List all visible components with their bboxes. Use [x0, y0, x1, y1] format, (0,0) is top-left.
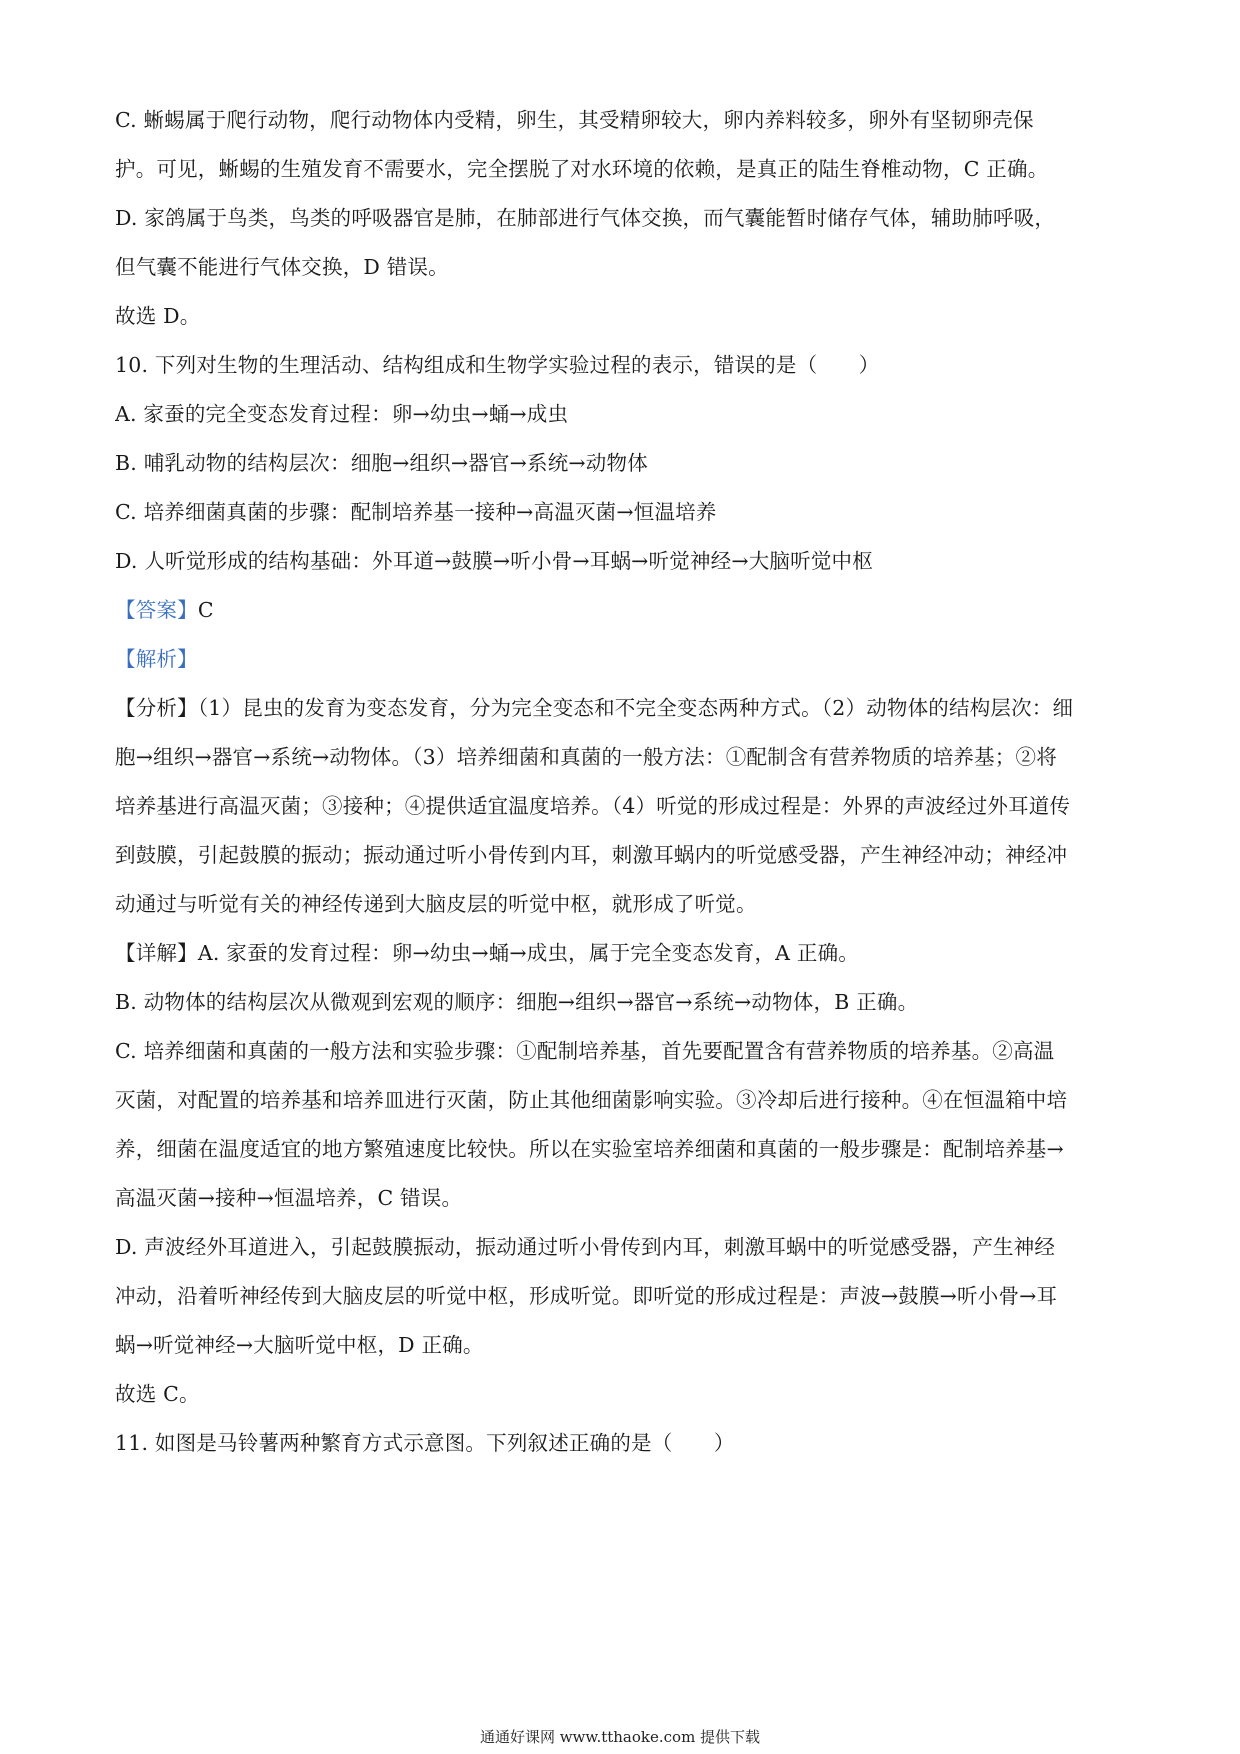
- xiangjie-tag: 【详解】: [115, 941, 198, 965]
- q10-answer: [115, 586, 1125, 635]
- q10-xiangjie-c-line-2: 灭菌，对配置的培养基和培养皿进行灭菌，防止其他细菌影响实验。③冷却后进行接种。④在恒温箱中培: [115, 1088, 1068, 1112]
- q10-option-d: D. 人听觉形成的结构基础：外耳道→鼓膜→听小骨→耳蜗→听觉神经→大脑听觉中枢: [115, 549, 873, 573]
- answer-value: C: [197, 598, 214, 622]
- q11-stem: 11. 如图是马铃薯两种繁育方式示意图。下列叙述正确的是（ ）: [115, 1431, 735, 1455]
- xiangjie-a-text: A. 家蚕的发育过程：卵→幼虫→蛹→成虫，属于完全变态发育，A 正确。: [197, 941, 859, 965]
- q10-fenxi-line-1: [115, 684, 1125, 733]
- q10-fenxi-line-2: 胞→组织→器官→系统→动物体。（3）培养细菌和真菌的一般方法：①配制含有营养物质的培养基；②将: [115, 745, 1057, 769]
- q9-option-c-line-2: 护。可见，蜥蜴的生殖发育不需要水，完全摆脱了对水环境的依赖，是真正的陆生脊椎动物，C 正确。: [115, 157, 1049, 181]
- q9-option-d-line-2: 但气囊不能进行气体交换，D 错误。: [115, 255, 449, 279]
- q10-xiangjie-d-line-2: 冲动，沿着听神经传到大脑皮层的听觉中枢，形成听觉。即听觉的形成过程是：声波→鼓膜→听小骨→耳: [115, 1284, 1058, 1308]
- page-content: [115, 96, 1125, 1468]
- q10-xiangjie-c-line-4: 高温灭菌→接种→恒温培养，C 错误。: [115, 1186, 463, 1210]
- q10-fenxi-line-3: 培养基进行高温灭菌；③接种；④提供适宜温度培养。（4）听觉的形成过程是：外界的声波经过外耳道传: [115, 794, 1071, 818]
- fenxi-tag: 【分析】: [115, 696, 198, 720]
- q10-stem: 10. 下列对生物的生理活动、结构组成和生物学实验过程的表示，错误的是（ ）: [115, 353, 880, 377]
- q10-xiangjie-c-line-1: C. 培养细菌和真菌的一般方法和实验步骤：①配制培养基，首先要配置含有营养物质的培养基。②高温: [115, 1039, 1055, 1063]
- q9-option-c-line-1: C. 蜥蜴属于爬行动物，爬行动物体内受精，卵生，其受精卵较大，卵内养料较多，卵外有坚韧卵壳保: [115, 108, 1034, 132]
- q10-option-a: A. 家蚕的完全变态发育过程：卵→幼虫→蛹→成虫: [115, 402, 569, 426]
- q10-analysis-heading: [115, 635, 1125, 684]
- q9-option-d-line-1: D. 家鸽属于鸟类，鸟类的呼吸器官是肺，在肺部进行气体交换，而气囊能暂时储存气体，辅助肺呼吸，: [115, 206, 1056, 230]
- q9-conclusion: 故选 D。: [115, 304, 201, 328]
- q10-option-b: B. 哺乳动物的结构层次：细胞→组织→器官→系统→动物体: [115, 451, 648, 475]
- page-footer: 通通好课网 www.tthaoke.com 提供下载: [479, 1728, 761, 1746]
- q10-xiangjie-c-line-3: 养，细菌在温度适宜的地方繁殖速度比较快。所以在实验室培养细菌和真菌的一般步骤是：配制培养基→: [115, 1137, 1064, 1161]
- fenxi-text-1: （1）昆虫的发育为变态发育，分为完全变态和不完全变态两种方式。（2）动物体的结构层次：细: [197, 696, 1074, 720]
- q10-fenxi-line-4: 到鼓膜，引起鼓膜的振动；振动通过听小骨传到内耳，刺激耳蜗内的听觉感受器，产生神经冲动；神经冲: [115, 843, 1068, 867]
- q10-option-c: C. 培养细菌真菌的步骤：配制培养基一接种→高温灭菌→恒温培养: [115, 500, 717, 524]
- q10-xiangjie-a: [115, 929, 1125, 978]
- q10-xiangjie-d-line-1: D. 声波经外耳道进入，引起鼓膜振动，振动通过听小骨传到内耳，刺激耳蜗中的听觉感受器，产生神经: [115, 1235, 1056, 1259]
- q10-xiangjie-b: B. 动物体的结构层次从微观到宏观的顺序：细胞→组织→器官→系统→动物体，B 正确。: [115, 990, 919, 1014]
- q10-xiangjie-d-line-3: 蜗→听觉神经→大脑听觉中枢，D 正确。: [115, 1333, 484, 1357]
- q10-fenxi-line-5: 动通过与听觉有关的神经传递到大脑皮层的听觉中枢，就形成了听觉。: [115, 892, 757, 916]
- q10-conclusion: 故选 C。: [115, 1382, 200, 1406]
- analysis-tag: 【解析】: [115, 647, 198, 671]
- answer-tag: 【答案】: [115, 598, 198, 622]
